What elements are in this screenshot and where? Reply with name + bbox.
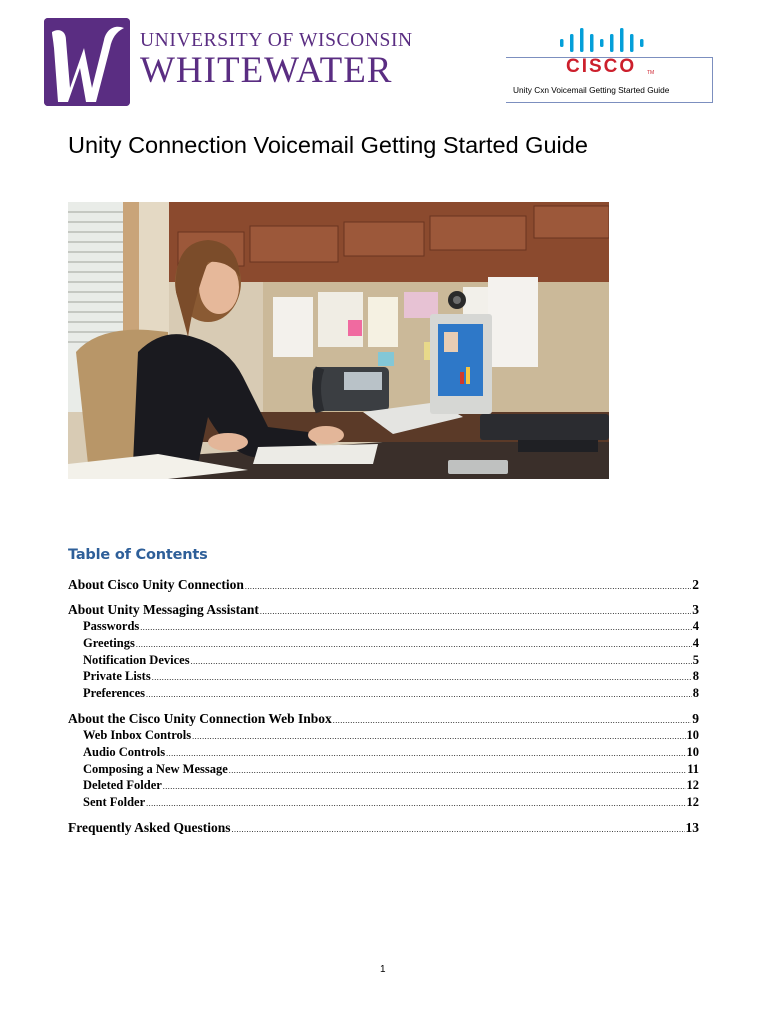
toc-entry-page: 3	[692, 602, 699, 617]
toc-entry-page: 10	[686, 744, 699, 759]
cisco-wordmark: CISCO	[566, 56, 637, 77]
toc-dot-leader	[166, 749, 685, 758]
trademark-mark: TM	[647, 70, 655, 76]
toc-subentry[interactable]	[68, 669, 699, 686]
toc-section-gap	[68, 594, 699, 602]
toc-dot-leader	[245, 582, 691, 591]
toc-entry[interactable]	[68, 602, 699, 619]
toc-dot-leader	[152, 673, 692, 682]
toc-entry-label: Web Inbox Controls	[83, 727, 192, 742]
toc-entry-label: Greetings	[83, 635, 135, 650]
university-line1: UNIVERSITY OF WISCONSIN	[140, 30, 413, 51]
toc-dot-leader	[191, 657, 692, 666]
toc-entry-page: 13	[685, 819, 699, 835]
toc-subentry[interactable]	[68, 653, 699, 670]
toc-dot-leader	[260, 607, 691, 616]
toc-entry-page: 4	[692, 619, 699, 633]
guide-caption: Unity Cxn Voicemail Getting Started Guide	[513, 85, 670, 95]
toc-entry-page: 2	[692, 577, 699, 592]
university-line2: WHITEWATER	[140, 50, 393, 91]
toc-entry-label: Deleted Folder	[83, 778, 162, 793]
toc-entry-page: 8	[692, 669, 699, 684]
toc-entry-page: 5	[692, 652, 699, 667]
toc-entry-label: Passwords	[83, 619, 140, 633]
toc-subentry[interactable]	[68, 636, 699, 653]
toc-dot-leader	[163, 782, 686, 791]
document-title: Unity Connection Voicemail Getting Started Guide	[68, 132, 588, 158]
toc-entry-page: 10	[686, 727, 699, 742]
toc-dot-leader	[136, 640, 692, 649]
toc-subentry[interactable]	[68, 619, 699, 636]
toc-subentry[interactable]	[68, 795, 699, 812]
toc-section-gap	[68, 812, 699, 820]
toc-subentry[interactable]	[68, 745, 699, 762]
toc-entry[interactable]	[68, 820, 699, 837]
toc-entry-label: Sent Folder	[83, 795, 146, 810]
toc-dot-leader	[232, 825, 685, 834]
toc-dot-leader	[140, 623, 691, 632]
toc-dot-leader	[146, 690, 692, 699]
office-photo	[68, 202, 609, 479]
toc-entry-label: About the Cisco Unity Connection Web Inbox	[68, 710, 332, 726]
toc-dot-leader	[146, 799, 685, 808]
toc-entry-label: Private Lists	[83, 669, 151, 684]
toc-dot-leader	[192, 732, 685, 741]
toc-entry-label: Composing a New Message	[83, 761, 228, 776]
toc-entry[interactable]	[68, 711, 699, 728]
toc-entry-page: 11	[687, 761, 699, 776]
toc-subentry[interactable]	[68, 778, 699, 795]
toc-entry-label: Audio Controls	[83, 744, 166, 759]
toc-entry-page: 4	[692, 635, 699, 650]
toc-subentry[interactable]	[68, 728, 699, 745]
toc-entry-label: Notification Devices	[83, 652, 190, 667]
toc-dot-leader	[333, 716, 691, 725]
toc-entry-page: 8	[692, 686, 699, 701]
cisco-bridge-icon	[558, 27, 654, 53]
uww-w-logo	[44, 18, 130, 106]
table-of-contents	[68, 577, 699, 837]
toc-dot-leader	[229, 766, 686, 775]
toc-entry-label: About Cisco Unity Connection	[68, 577, 244, 592]
toc-entry-label: Frequently Asked Questions	[68, 819, 231, 835]
toc-entry-page: 12	[686, 778, 699, 793]
toc-heading: Table of Contents	[68, 547, 208, 563]
toc-entry-label: About Unity Messaging Assistant	[68, 602, 259, 617]
university-name	[140, 30, 413, 90]
toc-section-gap	[68, 703, 699, 711]
toc-entry-label: Preferences	[83, 686, 145, 701]
page-number: 1	[380, 964, 386, 975]
toc-subentry[interactable]	[68, 762, 699, 779]
toc-entry-page: 12	[686, 795, 699, 810]
toc-subentry[interactable]	[68, 686, 699, 703]
toc-entry-page: 9	[692, 710, 699, 726]
toc-entry[interactable]	[68, 577, 699, 594]
